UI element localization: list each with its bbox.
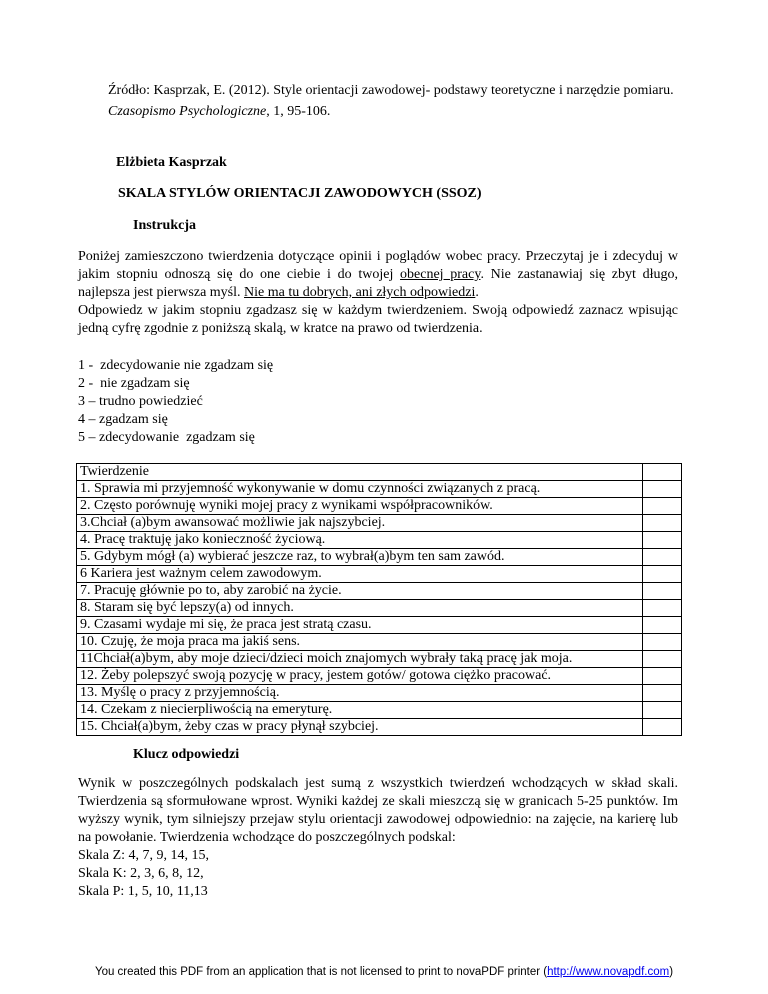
- journal-name: Czasopismo Psychologiczne: [108, 104, 267, 119]
- table-row: [77, 498, 682, 515]
- answer-box[interactable]: [643, 583, 682, 600]
- legend-item: 2 - nie zgadzam się: [78, 376, 190, 391]
- table-row: [77, 617, 682, 634]
- answer-box[interactable]: [643, 634, 682, 651]
- novapdf-link[interactable]: http://www.novapdf.com: [547, 966, 670, 978]
- table-row: [77, 549, 682, 566]
- statement: 12. Żeby polepszyć swoją pozycję w pracy, jestem gotów/ gotowa ciężko pracować.: [77, 668, 643, 685]
- table-row: [77, 651, 682, 668]
- instruction-paragraph-1: Poniżej zamieszczono twierdzenia dotyczące opinii i poglądów wobec pracy. Przeczytaj je i zdecyduj w jakim stopniu odnoszą się do one ciebie i do twojej obecnej pracy. Nie zastanawiaj się zbyt długo, najlepsza jest pierwsza myśl. Nie ma tu dobrych, ani złych odpowiedzi.: [78, 249, 678, 300]
- statement: 14. Czekam z niecierpliwością na emeryturę.: [77, 702, 643, 719]
- source-citation: Źródło: Kasprzak, E. (2012). Style orientacji zawodowej- podstawy teoretyczne i narzędzie pomiaru. Czasopismo Psychologiczne, 1, 95-106.: [108, 83, 674, 119]
- legend-item: 5 – zdecydowanie zgadzam się: [78, 430, 255, 445]
- answer-box[interactable]: [643, 515, 682, 532]
- scale-z-items: Skala Z: 4, 7, 9, 14, 15,: [78, 848, 210, 863]
- table-row: [77, 566, 682, 583]
- table-row: [77, 515, 682, 532]
- statement: 7. Pracuję głównie po to, aby zarobić na życie.: [77, 583, 643, 600]
- statement: 11Chciał(a)bym, aby moje dzieci/dzieci moich znajomych wybrały taką pracę jak moja.: [77, 651, 643, 668]
- scale-k-items: Skala K: 2, 3, 6, 8, 12,: [78, 866, 204, 881]
- statement: 1. Sprawia mi przyjemność wykonywanie w domu czynności związanych z pracą.: [77, 481, 643, 498]
- pdf-footer: You created this PDF from an application that is not licensed to print to novaPDF printer (http://www.novapdf.com): [94, 966, 674, 978]
- underlined-current-job: obecnej pracy: [400, 267, 481, 282]
- answer-box[interactable]: [643, 566, 682, 583]
- scale-p-items: Skala P: 1, 5, 10, 11,13: [78, 884, 208, 899]
- table-row: [77, 532, 682, 549]
- table-row: [77, 668, 682, 685]
- answer-key-paragraph: Wynik w poszczególnych podskalach jest sumą z wszystkich twierdzeń wchodzących w skład skali. Twierdzenia są sformułowane wprost. Wyniki każdej ze skali mieszczą się w granicach 5-25 punktów. Im wyższy wynik, tym silniejszy przejaw stylu orientacji zawodowej odpowiednio: na zajęcie, na karierę lub na powołanie. Twierdzenia wchodzące do poszczególnych podskal:: [78, 776, 678, 845]
- answer-box[interactable]: [643, 532, 682, 549]
- answer-box[interactable]: [643, 668, 682, 685]
- legend-item: 4 – zgadzam się: [78, 412, 168, 427]
- underlined-no-right-answers: Nie ma tu dobrych, ani złych odpowiedzi: [244, 285, 476, 300]
- statement: 13. Myślę o pracy z przyjemnością.: [77, 685, 643, 702]
- statement: 6 Kariera jest ważnym celem zawodowym.: [77, 566, 643, 583]
- table-row: [77, 481, 682, 498]
- scale-title: SKALA STYLÓW ORIENTACJI ZAWODOWYCH (SSOZ): [118, 186, 482, 201]
- table-row: [77, 719, 682, 736]
- author-name: Elżbieta Kasprzak: [116, 155, 227, 170]
- answer-key-text: [78, 775, 678, 901]
- statement: 5. Gdybym mógł (a) wybierać jeszcze raz, to wybrał(a)bym ten sam zawód.: [77, 549, 643, 566]
- instruction-heading: Instrukcja: [133, 218, 197, 233]
- table-row: [77, 634, 682, 651]
- table-row: [77, 583, 682, 600]
- table-header-row: [77, 464, 682, 481]
- legend-item: 1 - zdecydowanie nie zgadzam się: [78, 358, 274, 373]
- statement: 10. Czuję, że moja praca ma jakiś sens.: [77, 634, 643, 651]
- statement: 3.Chciał (a)bym awansować możliwie jak najszybciej.: [77, 515, 643, 532]
- statements-table: [76, 463, 682, 736]
- statement: 8. Staram się być lepszy(a) od innych.: [77, 600, 643, 617]
- answer-box[interactable]: [643, 600, 682, 617]
- statement: 2. Często porównuję wyniki mojej pracy z wynikami współpracowników.: [77, 498, 643, 515]
- answer-key-heading: Klucz odpowiedzi: [133, 747, 240, 762]
- table-row: [77, 702, 682, 719]
- statement: 4. Pracę traktuję jako konieczność życiową.: [77, 532, 643, 549]
- answer-box[interactable]: [643, 651, 682, 668]
- answer-box[interactable]: [643, 464, 682, 481]
- rating-legend: [78, 357, 273, 447]
- answer-box[interactable]: [643, 719, 682, 736]
- answer-box[interactable]: [643, 498, 682, 515]
- answer-box[interactable]: [643, 481, 682, 498]
- legend-item: 3 – trudno powiedzieć: [78, 394, 203, 409]
- table-row: [77, 685, 682, 702]
- table-row: [77, 600, 682, 617]
- statement: 9. Czasami wydaje mi się, że praca jest stratą czasu.: [77, 617, 643, 634]
- answer-box[interactable]: [643, 617, 682, 634]
- answer-box[interactable]: [643, 685, 682, 702]
- instruction-text: [78, 248, 678, 338]
- statement: 15. Chciał(a)bym, żeby czas w pracy płynął szybciej.: [77, 719, 643, 736]
- instruction-paragraph-2: Odpowiedz w jakim stopniu zgadzasz się w każdym twierdzeniem. Swoją odpowiedź zaznacz wpisując jedną cyfrę zgodnie z poniższą skalą, w kratce na prawo od twierdzenia.: [78, 303, 678, 336]
- answer-box[interactable]: [643, 549, 682, 566]
- answer-box[interactable]: [643, 702, 682, 719]
- table-header: Twierdzenie: [77, 464, 643, 481]
